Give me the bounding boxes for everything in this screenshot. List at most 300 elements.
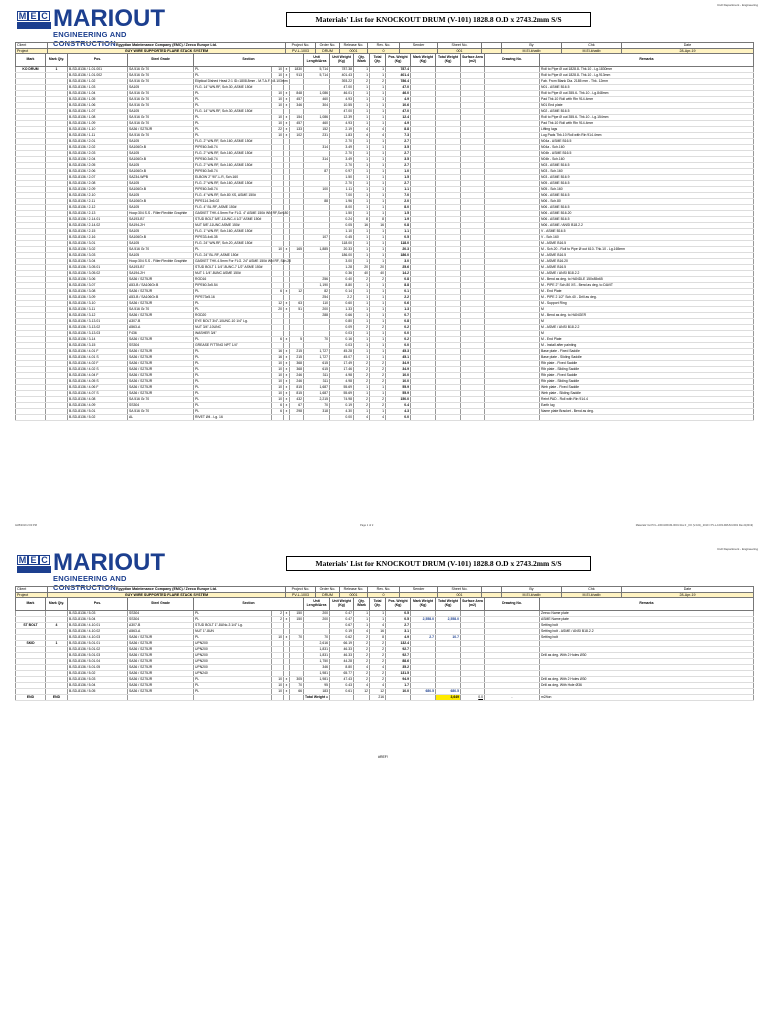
column-header: Drawing No. — [485, 54, 540, 67]
table-cell: Eliptical Dished Head 2:1 ID=1808.8mm - M.T.A.F. =8.103mm — [195, 79, 288, 83]
table-cell: SA 516 Gr.70 — [128, 397, 194, 403]
table-cell: 110 — [304, 301, 330, 307]
table-cell: 2 — [370, 659, 386, 665]
table-cell: 4 — [354, 133, 370, 139]
table-cell: PL — [194, 373, 272, 379]
table-cell: 2 — [370, 403, 386, 409]
table-cell: 82 — [304, 289, 330, 295]
table-cell: Roll to Pipe Ø out 355.6- Thk.10 - Lg.154mm — [540, 115, 754, 121]
table-cell — [46, 415, 68, 421]
table-cell: SA105 — [128, 229, 194, 235]
table-cell: 2,558.0 — [436, 617, 461, 623]
table-cell: GASKET THK.4.5mm For FLG. 24" ASME 150# WN RF, Sch.20 — [195, 259, 292, 263]
table-cell: Roll to Pipe Ø out 1828.8- Thk.10 - Lg.913mm — [540, 73, 754, 79]
table-cell: FLG. 2" WN.RF, Sch.160, ASME 150# — [194, 163, 272, 169]
table-cell: Setting bolt — [540, 635, 754, 641]
table-cell: N06 - ASME / ANSI B18.2.2 — [540, 223, 754, 229]
table-cell: 1 — [370, 331, 386, 337]
info-cell: DRUM — [316, 592, 340, 598]
table-cell: N03 - ASME B16.9 — [540, 175, 754, 181]
table-cell: M - ASME B16.5 — [540, 241, 754, 247]
table-cell: 16 — [272, 355, 284, 361]
table-cell: 5,714 — [304, 73, 330, 79]
table-cell: PIPE114.3x6.02 — [194, 199, 272, 205]
table-cell: x — [284, 91, 290, 97]
table-cell: Fab. From Blank Dia. 2185 mm - Thk. 12mm — [540, 79, 754, 85]
table-cell: 4.3 — [386, 409, 411, 415]
table-cell: 1.28 — [330, 265, 354, 271]
table-cell: B-SD-8136 / 5-03 — [68, 677, 128, 683]
table-cell: 246 — [290, 379, 304, 385]
table-cell: 1 — [370, 409, 386, 415]
table-cell: 401.43 — [330, 73, 354, 79]
table-cell: N06 - ASME B16.5 — [540, 217, 754, 223]
table-cell: 150.0 — [386, 397, 411, 403]
table-cell: SA106Gr.B — [128, 187, 194, 193]
table-cell: M — [540, 319, 754, 325]
table-cell: 615 — [304, 361, 330, 367]
info-cell: Client — [16, 587, 48, 593]
table-cell: SA105 — [128, 85, 194, 91]
table-cell: 0.47 — [330, 617, 354, 623]
table-cell: 2.70 — [330, 163, 354, 169]
table-cell: 4.93 — [330, 121, 354, 127]
table-cell: B-SD-8136 / 5-01.04 — [68, 659, 128, 665]
table-cell: 10 — [272, 385, 284, 391]
table-cell: B-SD-8136 / 2-06 — [68, 169, 128, 175]
table-cell: 3.5 — [386, 145, 411, 151]
table-cell: PL — [194, 115, 272, 121]
table-cell: 8 — [370, 635, 386, 641]
table-cell: SA36 / S275JR — [128, 653, 194, 659]
info-cell: Date — [622, 587, 754, 593]
table-cell: 1,750 — [304, 659, 330, 665]
table-cell: 0.19 — [330, 403, 354, 409]
table-cell: B-SD-8136 / 1-01.002 — [68, 73, 128, 79]
info-cell: Rev. No. — [368, 43, 400, 49]
table-cell: 1 — [370, 307, 386, 313]
table-cell: 88 — [304, 199, 330, 205]
table-cell: PL — [194, 67, 272, 73]
table-cell: A307-B — [128, 319, 194, 325]
column-header: Surface Area (m2) — [461, 54, 485, 67]
info-cell: 28-Apr-19 — [622, 592, 754, 598]
table-cell: 215 — [290, 355, 304, 361]
table-cell: SA105 — [128, 109, 194, 115]
table-cell: - — [485, 695, 540, 701]
table-cell: 246 — [290, 373, 304, 379]
info-cell: 0 — [368, 592, 400, 598]
table-cell: 1 — [354, 313, 370, 319]
table-cell: SA105 — [128, 253, 194, 259]
table-cell: FLG. 2" WN.RF, Sch.160, ASME 150# — [194, 139, 272, 145]
table-cell — [386, 695, 411, 701]
table-cell: A53-B / SA106Gr.B — [128, 283, 194, 289]
table-cell: Rib plate - Fixed Saddle — [540, 373, 754, 379]
table-cell: UPN200 — [194, 641, 272, 647]
table-cell: 1 — [354, 187, 370, 193]
table-cell: 4 — [370, 127, 386, 133]
table-cell: 6 — [272, 403, 284, 409]
table-cell: 0.5 — [386, 235, 411, 241]
table-cell: 2 — [272, 611, 284, 617]
table-cell: B-SD-8136 / 3-06 — [68, 277, 128, 283]
table-cell: 2 — [354, 671, 370, 677]
table-cell: B-SD-8136 / 3-08 — [68, 289, 128, 295]
ref-error-marker: #REF! — [378, 755, 388, 759]
table-cell: 1 — [370, 67, 386, 73]
table-cell: 305 — [290, 677, 304, 683]
table-cell: 65.77 — [330, 671, 354, 677]
table-cell: SA106Gr.B — [128, 169, 194, 175]
table-cell: 66.19 — [330, 641, 354, 647]
table-cell: 0.6 — [386, 301, 411, 307]
table-cell: 1,727 — [304, 349, 330, 355]
table-cell: 460 — [304, 97, 330, 103]
table-cell: B-SD-8136 / 5-01.01 — [68, 641, 128, 647]
table-cell: B-SD-8136 / 1-08 — [68, 115, 128, 121]
table-cell: 1,727 — [304, 355, 330, 361]
table-cell: 3.0 — [386, 259, 411, 265]
document-title: Materials' List for KNOCKOUT DRUM (V-101) 1828.8 O.D x 2743.2mm S/S — [286, 556, 591, 571]
table-cell: B-SD-8136 / 3-09 — [68, 295, 128, 301]
table-cell: 10.55 — [330, 103, 354, 109]
table-cell: PL — [194, 689, 272, 695]
table-cell: Base plate - Fixed Saddle — [540, 349, 754, 355]
table-cell: SA105 — [128, 205, 194, 211]
table-cell: SA 516 Gr.70 — [128, 121, 194, 127]
table-cell: 1 — [370, 289, 386, 295]
table-cell: SA106Gr.B — [128, 145, 194, 151]
company-subtitle: ENGINEERING AND CONSTRUCTION — [53, 574, 127, 592]
table-cell: PIPE60.3x8.74 — [194, 157, 272, 163]
table-cell: 63 — [290, 301, 304, 307]
table-cell: B-SD-8136 / 1-06 — [68, 103, 128, 109]
table-cell: B-SD-8136 / 1-09 — [68, 121, 128, 127]
table-cell: PL — [194, 103, 272, 109]
table-row — [16, 695, 754, 701]
table-cell: 1.7 — [386, 683, 411, 689]
table-cell — [411, 415, 436, 421]
table-cell: x — [284, 121, 290, 127]
table-cell: 1 — [354, 611, 370, 617]
column-header: Pos. — [68, 598, 128, 611]
table-cell: 5 — [290, 337, 304, 343]
table-cell: Hoop:304 S.S - Filler:Flexible Graphite — [128, 211, 194, 217]
table-cell: 0.19 — [330, 629, 354, 635]
table-cell: 2.7 — [386, 151, 411, 157]
table-cell: PL — [194, 73, 272, 79]
column-header: Unit Length/Area — [304, 54, 330, 67]
table-cell: 1 — [354, 115, 370, 121]
table-cell: SA 516 Gr.70 — [128, 247, 194, 253]
table-cell: 25.6 — [386, 265, 411, 271]
table-cell: 1 — [354, 109, 370, 115]
table-cell: 10 — [272, 115, 284, 121]
table-cell: 133 — [290, 127, 304, 133]
info-cell: M.El-khatib — [562, 48, 622, 54]
table-cell: 4 — [370, 665, 386, 671]
table-cell: 2,616 — [304, 641, 330, 647]
table-cell: 186.0 — [386, 253, 411, 259]
table-cell: 16 — [370, 223, 386, 229]
table-cell: 304 — [304, 103, 330, 109]
table-cell: SA36 / S275JR — [128, 391, 194, 397]
table-cell: 1.0 — [386, 169, 411, 175]
table-cell: 432 — [290, 397, 304, 403]
department-label: Civil Department - Engineering — [717, 3, 758, 7]
table-cell: 1 — [354, 85, 370, 91]
table-cell: B-SD-8136 / 4-08 — [68, 397, 128, 403]
table-cell: 1.5 — [386, 175, 411, 181]
table-cell: x — [284, 683, 290, 689]
table-cell: 1830 — [290, 67, 304, 73]
table-cell: 4.98 — [330, 373, 354, 379]
table-cell: 1 — [354, 617, 370, 623]
table-cell: SA105 — [128, 163, 194, 169]
table-cell: M - ASME B16.20 — [540, 259, 754, 265]
table-cell: 1 — [370, 385, 386, 391]
page-number: Page 1 of 2 — [360, 524, 374, 527]
table-cell: B-SD-8136 / 4-04 F — [68, 373, 128, 379]
table-cell: 0.8 — [386, 277, 411, 283]
table-cell: 1 — [354, 623, 370, 629]
table-cell: M - ASME / ANSI B18.2.2 — [540, 271, 754, 277]
company-name: MARIOUT — [53, 5, 165, 32]
table-cell: 10 — [272, 683, 284, 689]
table-cell: 8.80 — [330, 283, 354, 289]
table-cell: N03 - Sch.160 — [540, 169, 754, 175]
table-cell: 0.5 — [386, 611, 411, 617]
column-header: Total Qty. — [370, 54, 386, 67]
table-cell: SA36 / S275JR — [128, 313, 194, 319]
table-cell: 10.6 — [386, 103, 411, 109]
table-cell: B-SD-8136 / 1-10 — [68, 127, 128, 133]
table-cell: 1 — [370, 301, 386, 307]
table-cell: Earth lug — [540, 403, 754, 409]
table-cell: SA193-B7 — [128, 265, 194, 271]
column-header: Surface Area (m2) — [461, 598, 485, 611]
table-cell: 1 — [354, 355, 370, 361]
info-cell: 001 — [438, 48, 482, 54]
table-cell: 1 — [370, 391, 386, 397]
table-cell: Drill as deg. With 2 Holes Ø30 — [540, 653, 754, 659]
table-cell: 1,687 — [304, 385, 330, 391]
mec-logo-mark: M E C — [17, 11, 51, 29]
table-cell: 368 — [290, 367, 304, 373]
table-cell: 346 — [290, 103, 304, 109]
table-cell: 46.33 — [330, 647, 354, 653]
table-cell: 1 — [370, 241, 386, 247]
table-cell: 4 — [354, 127, 370, 133]
table-cell: 368 — [290, 361, 304, 367]
table-cell: 0.60 — [330, 301, 354, 307]
table-cell: 311 — [304, 379, 330, 385]
table-cell: PIPE33.4x6.35 — [194, 235, 272, 241]
table-cell: x — [284, 361, 290, 367]
table-cell: 152 — [304, 127, 330, 133]
table-cell: 1 — [354, 97, 370, 103]
table-cell: 2 — [370, 367, 386, 373]
table-cell: 1.96 — [330, 199, 354, 205]
table-cell: 8 — [354, 217, 370, 223]
column-header: Mark Weight (Kg) — [411, 54, 436, 67]
table-cell: 1.83 — [330, 133, 354, 139]
table-cell: 2.7 — [411, 635, 436, 641]
table-cell: PL — [194, 367, 272, 373]
table-cell: 55.69 — [330, 391, 354, 397]
table-cell: 0.62 — [330, 635, 354, 641]
table-cell: SA36 / S275JR — [128, 641, 194, 647]
table-cell: Web plate - Fixed Saddle — [540, 385, 754, 391]
table-cell — [330, 695, 354, 701]
table-cell: 3.49 — [330, 157, 354, 163]
info-cell: Release No. — [340, 587, 368, 593]
table-cell: 12 — [354, 689, 370, 695]
table-cell: 95 — [304, 683, 330, 689]
table-cell: 2.2 — [386, 295, 411, 301]
table-cell: 1 — [370, 163, 386, 169]
table-cell: 1 — [370, 205, 386, 211]
table-cell: B-SD-8136 / 4-06 F — [68, 385, 128, 391]
info-cell: By — [502, 587, 562, 593]
column-header: Unit Weight (Kg) — [330, 54, 354, 67]
table-cell: B-SD-8136 / 3-13.01 — [68, 319, 128, 325]
table-cell: 12 — [370, 689, 386, 695]
table-cell: 1 — [354, 151, 370, 157]
table-cell: PL — [194, 397, 272, 403]
table-cell: 10 — [272, 91, 284, 97]
table-cell: B-SD-8136 / 4-05 S — [68, 379, 128, 385]
table-cell: 131.5 — [386, 671, 411, 677]
table-cell — [354, 695, 370, 701]
info-cell: GUY WIRE SUPPORTED FLARE STACK SYSTEM — [48, 592, 286, 598]
table-cell: 0.97 — [330, 169, 354, 175]
table-cell: 815 — [290, 385, 304, 391]
table-cell: 0.05 — [330, 223, 354, 229]
table-cell: SA106Gr.B — [128, 199, 194, 205]
table-cell: 1.1 — [386, 187, 411, 193]
table-cell: 0.0 — [386, 343, 411, 349]
column-header: Steel Grade — [128, 54, 194, 67]
table-cell: M - End Plate — [540, 289, 754, 295]
table-cell: FLG. 14" WN.RF, Sch.30, ASME 150# — [194, 109, 272, 115]
table-cell: SA 516 Gr.70 — [128, 73, 194, 79]
table-cell: 1 — [370, 229, 386, 235]
table-cell: FLG. 24" WN.RF, Sch.20, ASME 150# — [194, 241, 272, 247]
table-cell: 16 — [354, 223, 370, 229]
table-cell: 1 — [354, 91, 370, 97]
table-cell: PL — [194, 349, 272, 355]
info-cell: M.El-khatib — [562, 592, 622, 598]
table-cell: SA194-2H — [128, 223, 194, 229]
table-cell: B-SD-8136 / 3-12 — [68, 313, 128, 319]
table-cell: 4.9 — [386, 635, 411, 641]
table-cell: 46.01 — [330, 91, 354, 97]
table-cell: 1 — [370, 313, 386, 319]
table-cell: SA36 / S275JR — [128, 337, 194, 343]
table-cell: 1 — [370, 91, 386, 97]
table-cell: KO DRUM — [16, 67, 46, 73]
table-cell: 4 — [370, 623, 386, 629]
table-cell: 2 — [370, 397, 386, 403]
table-cell: 45.07 — [330, 355, 354, 361]
table-cell: B-SD-8136 / 2-09 — [68, 187, 128, 193]
table-cell: ST BOLT — [16, 623, 46, 629]
table-cell: 0.00 — [330, 415, 354, 421]
table-cell: 70 — [290, 683, 304, 689]
materials-table — [15, 53, 754, 421]
table-cell: SA 516 Gr.70 — [128, 409, 194, 415]
table-cell: Rib plate - Sliding Saddle — [540, 379, 754, 385]
table-cell: B-SD-8136 / 2-04 — [68, 157, 128, 163]
table-cell: SA36 / S275JR — [128, 127, 194, 133]
table-cell: 216 — [370, 695, 386, 701]
table-cell: 2.7 — [386, 181, 411, 187]
table-cell: SA194-2H — [128, 271, 194, 277]
table-cell: M - Install after painting — [540, 343, 754, 349]
table-cell: N03 - ASME B16.5 — [540, 163, 754, 169]
table-cell: Drill as deg. With 2 Holes Ø30 — [540, 677, 754, 683]
column-header: Section — [194, 54, 304, 67]
table-cell: 100 — [304, 187, 330, 193]
table-cell — [128, 695, 194, 701]
table-cell: 1 — [370, 85, 386, 91]
table-cell: 2 — [354, 653, 370, 659]
table-cell: 393.22 — [330, 79, 354, 85]
table-cell: N02 - ASME B16.5 — [540, 109, 754, 115]
table-cell: 200 — [304, 307, 330, 313]
column-header: Qty. /Mark — [354, 54, 370, 67]
table-cell: 150 — [290, 617, 304, 623]
table-cell: B-SD-8136 / 2-16 — [68, 235, 128, 241]
table-cell: 254 — [304, 295, 330, 301]
table-cell: 1 — [354, 205, 370, 211]
table-cell — [485, 415, 540, 421]
table-cell: 55.9 — [386, 391, 411, 397]
table-cell: 1 — [370, 247, 386, 253]
table-cell: 102 — [290, 133, 304, 139]
table-cell: PL — [194, 409, 272, 415]
table-cell: 88.6 — [386, 659, 411, 665]
table-cell: B-SD-8136 / 1-04 — [68, 91, 128, 97]
table-cell: 10 — [272, 635, 284, 641]
table-cell: B-SD-8136 / 4-09 — [68, 403, 128, 409]
table-cell: 1 — [370, 115, 386, 121]
table-cell: 457 — [290, 121, 304, 127]
table-cell: 2 — [370, 653, 386, 659]
info-cell: Project No. — [286, 587, 316, 593]
table-cell: UPN240 — [194, 671, 272, 677]
table-cell: 70 — [290, 635, 304, 641]
table-cell: 1.3 — [386, 307, 411, 313]
table-cell: B-SD-8136 / 3-05.02 — [68, 271, 128, 277]
table-cell: 1 — [370, 97, 386, 103]
table-cell: 1 — [370, 157, 386, 163]
table-cell: 1 — [370, 169, 386, 175]
table-cell: 1 — [370, 259, 386, 265]
table-cell: ELBOW 2" 90°-L.R, Sch.160 — [194, 175, 272, 181]
table-cell: x — [284, 355, 290, 361]
table-cell: 2 — [370, 379, 386, 385]
table-cell: SA36 / S275JR — [128, 385, 194, 391]
info-cell: Date — [622, 43, 754, 49]
table-cell: 1,885 — [304, 247, 330, 253]
table-cell: 1 — [370, 109, 386, 115]
table-cell: 2 — [354, 325, 370, 331]
table-cell: x — [284, 67, 290, 73]
table-cell: PL — [194, 121, 272, 127]
